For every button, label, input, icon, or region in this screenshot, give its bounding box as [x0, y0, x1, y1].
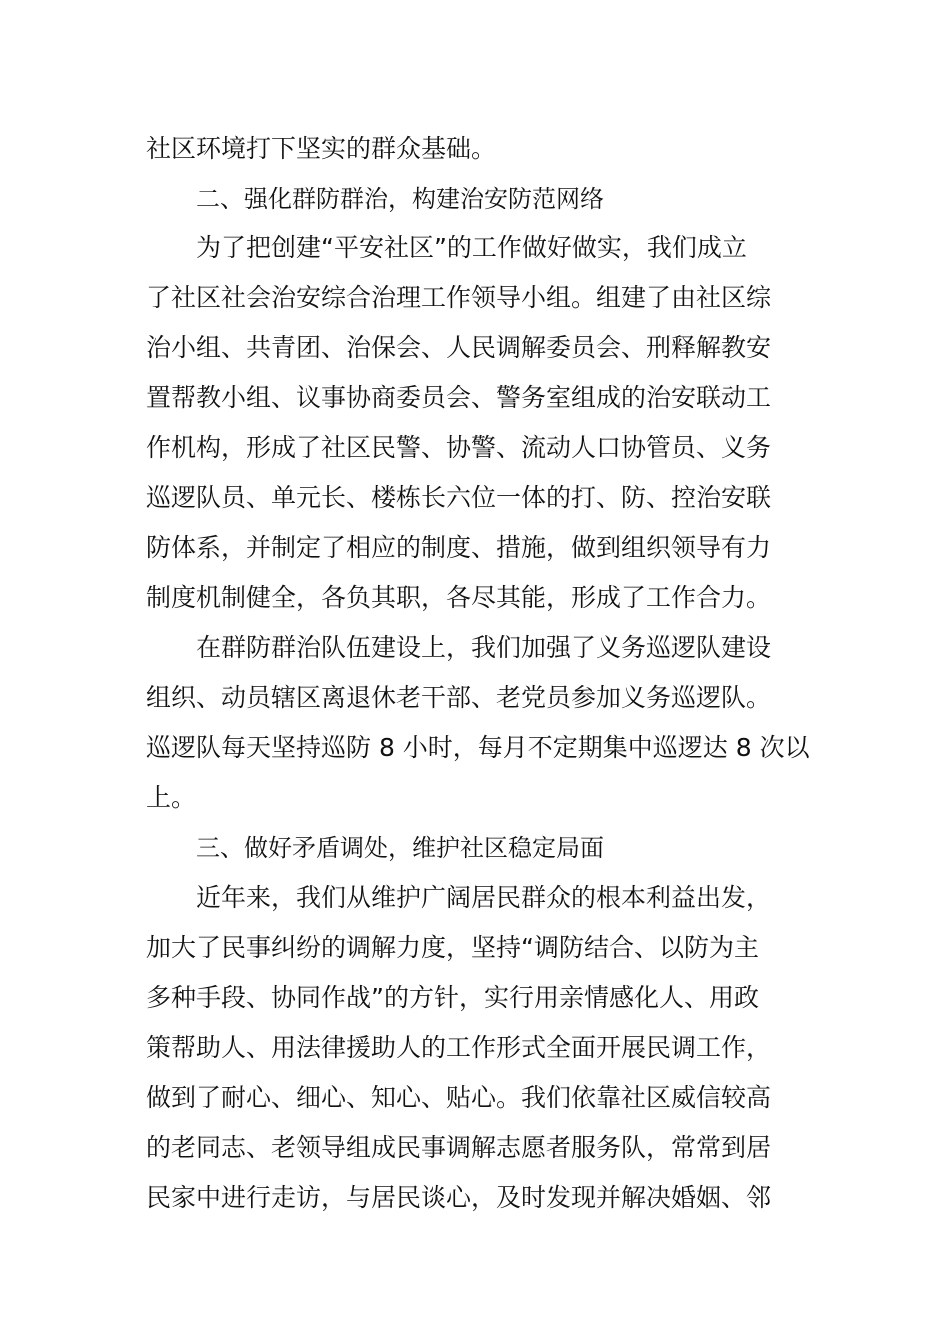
text-line: 多种手段、协同作战”的方针，实行用亲情感化人、用政 — [146, 983, 759, 1012]
text-line: 治小组、共青团、治保会、人民调解委员会、刑释解教安 — [146, 333, 772, 362]
paragraph-first-line: 为了把创建“平安社区”的工作做好做实，我们成立 — [196, 233, 747, 262]
text-line: 上。 — [146, 783, 197, 812]
text-line: 做到了耐心、细心、知心、贴心。我们依靠社区威信较高 — [146, 1083, 772, 1112]
text-line: 加大了民事纠纷的调解力度，坚持“调防结合、以防为主 — [146, 933, 759, 962]
text-line: 作机构，形成了社区民警、协警、流动人口协管员、义务 — [146, 433, 772, 462]
text-line: 了社区社会治安综合治理工作领导小组。组建了由社区综 — [146, 283, 772, 312]
text-line: 策帮助人、用法律援助人的工作形式全面开展民调工作， — [146, 1033, 772, 1062]
text-line: 的老同志、老领导组成民事调解志愿者服务队，常常到居 — [146, 1133, 772, 1162]
text-line: 置帮教小组、议事协商委员会、警务室组成的治安联动工 — [146, 383, 772, 412]
paragraph-first-line: 在群防群治队伍建设上，我们加强了义务巡逻队建设 — [196, 633, 772, 662]
section-heading: 三、做好矛盾调处，维护社区稳定局面 — [196, 834, 604, 862]
text-line: 防体系，并制定了相应的制度、措施，做到组织领导有力 — [146, 533, 772, 562]
text-line: 社区环境打下坚实的群众基础。 — [146, 134, 497, 163]
paragraph-first-line: 近年来，我们从维护广阔居民群众的根本利益出发， — [196, 883, 772, 912]
text-line: 巡逻队每天坚持巡防 8 小时，每月不定期集中巡逻达 8 次以 — [146, 733, 810, 762]
text-line: 巡逻队员、单元长、楼栋长六位一体的打、防、控治安联 — [146, 483, 772, 512]
text-line: 组织、动员辖区离退休老干部、老党员参加义务巡逻队。 — [146, 683, 772, 712]
section-heading: 二、强化群防群治，构建治安防范网络 — [196, 185, 604, 213]
text-line: 民家中进行走访，与居民谈心，及时发现并解决婚姻、邻 — [146, 1183, 772, 1212]
text-line: 制度机制健全，各负其职，各尽其能，形成了工作合力。 — [146, 583, 772, 612]
